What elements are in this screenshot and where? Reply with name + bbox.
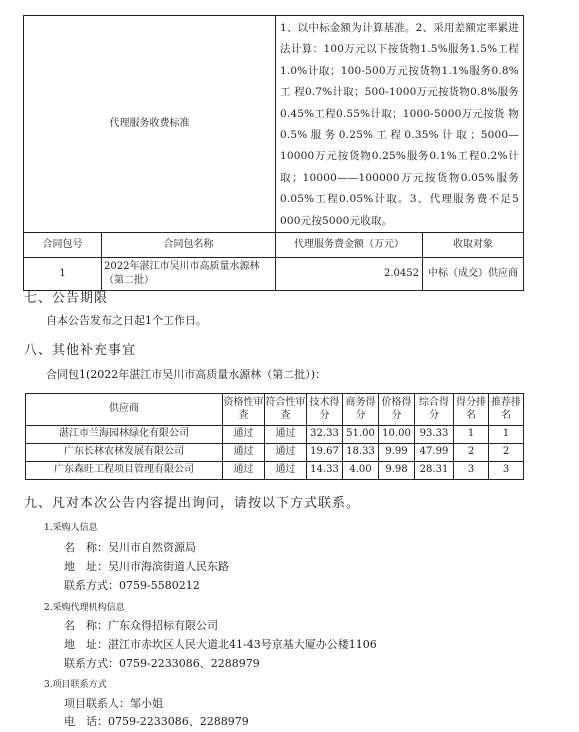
price-score: 10.00: [379, 426, 415, 444]
agency-contact: 联系方式：0759-2233086、2288979: [64, 657, 260, 670]
recommend-rank: 2: [489, 444, 524, 462]
header-price-score: 价格得分: [379, 394, 415, 426]
project-phone: 电 话：0759-2233086、2288979: [64, 715, 249, 728]
business-score: 18.33: [343, 444, 379, 462]
qualification-result: 通过: [223, 444, 265, 462]
header-supplier: 供应商: [26, 394, 223, 426]
compliance-result: 通过: [265, 444, 307, 462]
score-rank: 2: [454, 444, 489, 462]
header-business-score: 商务得分: [343, 394, 379, 426]
agency-heading: 2.采购代理机构信息: [44, 603, 125, 613]
section-8-intro: 合同包1(2022年湛江市吴川市高质量水源林（第二批）)：: [46, 368, 327, 381]
fee-table: [23, 15, 524, 291]
header-qualification: 资格性审查: [223, 394, 265, 426]
buyer-address: 地 址：吴川市海滨街道人民东路: [64, 560, 229, 573]
tech-score: 19.67: [307, 444, 343, 462]
row-package-no: 1: [24, 258, 102, 291]
business-score: 4.00: [343, 462, 379, 480]
score-rank: 1: [454, 426, 489, 444]
header-tech-score: 技术得分: [307, 394, 343, 426]
qualification-result: 通过: [223, 462, 265, 480]
compliance-result: 通过: [265, 462, 307, 480]
business-score: 51.00: [343, 426, 379, 444]
header-compliance: 符合性审查: [265, 394, 307, 426]
score-rank: 3: [454, 462, 489, 480]
row-fee-amount: 2.0452: [276, 258, 423, 291]
total-score: 47.99: [415, 444, 454, 462]
header-total-score: 综合得分: [415, 394, 454, 426]
buyer-heading: 1.采购人信息: [44, 523, 98, 533]
qualification-result: 通过: [223, 426, 265, 444]
recommend-rank: 1: [489, 426, 524, 444]
total-score: 28.31: [415, 462, 454, 480]
fee-standard-label: 代理服务收费标准: [24, 16, 276, 233]
header-package-no: 合同包号: [24, 233, 102, 258]
supplier-name: 湛江市兰海园林绿化有限公司: [26, 426, 223, 444]
agency-address: 地 址：湛江市赤坎区人民大道北41-43号京基大厦办公楼1106: [64, 638, 377, 651]
section-8-title: 八、其他补充事宜: [24, 343, 137, 358]
supplier-name: 广东森旺工程项目管理有限公司: [26, 462, 223, 480]
recommend-rank: 3: [489, 462, 524, 480]
buyer-contact: 联系方式：0759-5580212: [64, 579, 200, 592]
agency-name: 名 称：广东众得招标有限公司: [64, 619, 218, 632]
fee-standard-text: 1、以中标金额为计算基准。2、采用差额定率累进法计算：100万元以下按货物1.5%服务1.5%工程1.0%计取；100-500万元按货物1.1%服务0.8%工 程0.7%计取；500-1000万元按货物0.8%服务0.45%工程0.55%计取；1000-5000万元按货 物0.5%服务0.25%工程0.35%计取；5000—10000万元按货物0.25%服务0.1%工程0.2%计 取；10000——100000万元按货物0.05%服务0.05%工程0.05%计取。3、代理服务费不足5 000元按5000元收取。: [276, 16, 524, 233]
section-9-title: 九、凡对本次公告内容提出询问，请按以下方式联系。: [24, 496, 361, 511]
tech-score: 14.33: [307, 462, 343, 480]
header-score-rank: 得分排名: [454, 394, 489, 426]
tech-score: 32.33: [307, 426, 343, 444]
project-person: 项目联系人：邹小姐: [64, 697, 163, 710]
row-package-name: 2022年湛江市吴川市高质量水源林（第二批）: [102, 258, 276, 291]
compliance-result: 通过: [265, 426, 307, 444]
row-collect-target: 中标（成交）供应商: [423, 258, 524, 291]
table-row: [26, 426, 524, 444]
price-score: 9.99: [379, 444, 415, 462]
header-collect-target: 收取对象: [423, 233, 524, 258]
supplier-score-table: [25, 393, 524, 480]
table-row: [26, 444, 524, 462]
price-score: 9.98: [379, 462, 415, 480]
table-row: [26, 462, 524, 480]
header-package-name: 合同包名称: [102, 233, 276, 258]
total-score: 93.33: [415, 426, 454, 444]
project-heading: 3.项目联系方式: [44, 680, 107, 690]
section-7-text: 自本公告发布之日起1个工作日。: [46, 314, 207, 327]
buyer-name: 名 称：吴川市自然资源局: [64, 541, 196, 554]
header-fee-amount: 代理服务费金额（万元）: [276, 233, 423, 258]
section-7-title: 七、公告期限: [24, 291, 109, 306]
header-recommend-rank: 推荐排名: [489, 394, 524, 426]
supplier-name: 广东长林农林发展有限公司: [26, 444, 223, 462]
